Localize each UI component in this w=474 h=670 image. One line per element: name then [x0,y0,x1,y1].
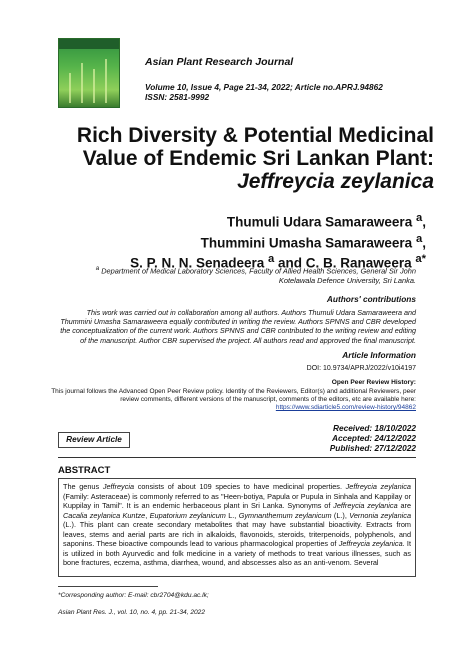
divider [58,457,416,458]
author-3-affil: a [268,253,275,265]
corresponding-author: *Corresponding author: E-mail: cbr2704@kdu.ac.lk; [58,592,209,599]
opr-line: This journal follows the Advanced Open Peer Review policy. Identity of the Reviewers, Editor(s) and additional Reviewers, peer [51,388,416,395]
open-peer-review-heading: Open Peer Review History: [331,379,416,386]
paper-title [40,124,434,193]
contributions-line: Thummini Umasha Samaraweera equally contributed in writing the review. Authors SPNNS and CBR developed [60,317,416,327]
journal-volume-info [145,82,383,102]
opr-line: review comments, different versions of the manuscript, comments of the editors, etc are available here: [120,396,416,404]
cover-title-band [59,39,119,49]
received-date: Received: 18/10/2022 [332,423,416,433]
abstract-synonym: Gymnanthemum zeylanicum [238,510,332,520]
cover-grass-blade [69,73,71,103]
abstract-text: L., [225,510,239,520]
abstract-synonym: Cacalia zeylanica Kuntze [63,510,146,520]
cover-grass-blade [105,59,107,103]
published-date: Published: 27/12/2022 [329,443,416,453]
cover-grass-blade [81,63,83,103]
title-species: Jeffreycia zeylanica [237,170,434,193]
author-list: Thumuli Udara Samaraweera $^a$, Thummini Umasha Samaraweera $^a$, S. P. N. N. Senadeera $^a$ and C. B. Ranaweera $^{a*}$ [130,212,426,271]
author-2-affil: a [415,232,423,245]
issn: ISSN: 2581-9992 [145,92,210,102]
abstract-text: are [397,501,411,510]
abstract-box [58,478,416,577]
doi: DOI: 10.9734/APRJ/2022/v10i4197 [306,365,416,372]
author-4-affil: a* [415,253,426,265]
abstract-text: , [145,510,150,520]
contributions-line: the conceptualization of the current work. Authors SPNNS and CBR contributed to the writing review and editing [60,326,416,336]
article-type-badge: Review Article [58,432,130,448]
abstract-text: (L.). This plant can create secondary metabolites that may have substantial bioactivity. Extracts from leaves, stems and aerial parts are rich in alkaloids, flavonoids, steroids, triterpenoids, polyphenols, and saponins. These bioactive compounds lead to various pharmacological properties of [63,520,411,548]
contributions-line: of the manuscript. Author CBR supervised the project. All authors read and approved the final manuscript. [80,335,416,345]
volume-line: Volume 10, Issue 4, Page 21-34, 2022; Article no.APRJ.94862 [145,82,383,92]
author-4: and C. B. Ranaweera [278,255,412,271]
contributions-line: This work was carried out in collaboration among all authors. Authors Thumuli Udara Samaraweera and [86,308,416,317]
affiliation-marker: a [95,265,100,272]
review-history-link[interactable]: https://www.sdiarticle5.com/review-history/94862 [275,404,416,412]
author-1: Thumuli Udara Samaraweera [226,214,413,230]
journal-cover-image [58,38,120,108]
affiliation [40,264,416,285]
author-1-affil: a [415,212,423,224]
cover-grass-blade [93,69,95,103]
author-3: S. P. N. N. Senadeera [130,255,265,271]
article-dates [330,423,416,453]
footnote-divider [58,586,158,587]
abstract-text: consists of about 109 species to have medicinal properties. [134,482,346,491]
abstract-heading: ABSTRACT [58,465,111,476]
title-line-2: Value of Endemic Sri Lankan Plant: [82,147,434,170]
affiliation-line-2: Kotelawala Defence University, Sri Lanka. [278,275,416,285]
abstract-species: Jeffreycia zeylanica [333,501,398,510]
citation: Asian Plant Res. J., vol. 10, no. 4, pp. 21-34, 2022 [58,609,205,616]
title-line-1: Rich Diversity & Potential Medicinal [76,124,434,147]
abstract-text: The genus [63,482,103,491]
abstract-species: Jeffreycia zeylanica [338,539,403,548]
journal-name: Asian Plant Research Journal [145,56,294,68]
contributions-heading: Authors' contributions [326,294,416,304]
abstract-text: (L.), [331,510,350,520]
abstract-species: Jeffreycia zeylanica [345,482,411,491]
contributions-text [40,308,416,345]
abstract-synonym: Eupatorium zeylanicum [149,510,226,520]
abstract-synonym: Vernonia zeylanica [349,510,412,520]
abstract-genus: Jeffreycia [102,482,135,491]
article-info-heading: Article Information [342,350,416,360]
affiliation-line-1: Department of Medical Laboratory Sciences, Faculty of Allied Health Sciences, General Sir John [101,266,416,276]
author-2: Thummini Umasha Samaraweera [200,235,413,250]
open-peer-review-text [40,388,416,413]
accepted-date: Accepted: 24/12/2022 [332,433,416,443]
abstract-text: . It is utilized in both Ayurvedic and folk medicine in a variety of methods to treat various illnesses, such as bone fractures, eczema, asthma, diarrhea, wound, and abscesses also as an anti-venom. Several [63,539,411,567]
abstract-text: (Family: Asteraceae) is commonly referred to as "Heen-botiya, Papula or Pupula in Sinhala and Kappilay or Kuppilay in Tamil". It is an endemic herbaceous plant in Sri Lanka. Synonyms of [63,491,411,510]
